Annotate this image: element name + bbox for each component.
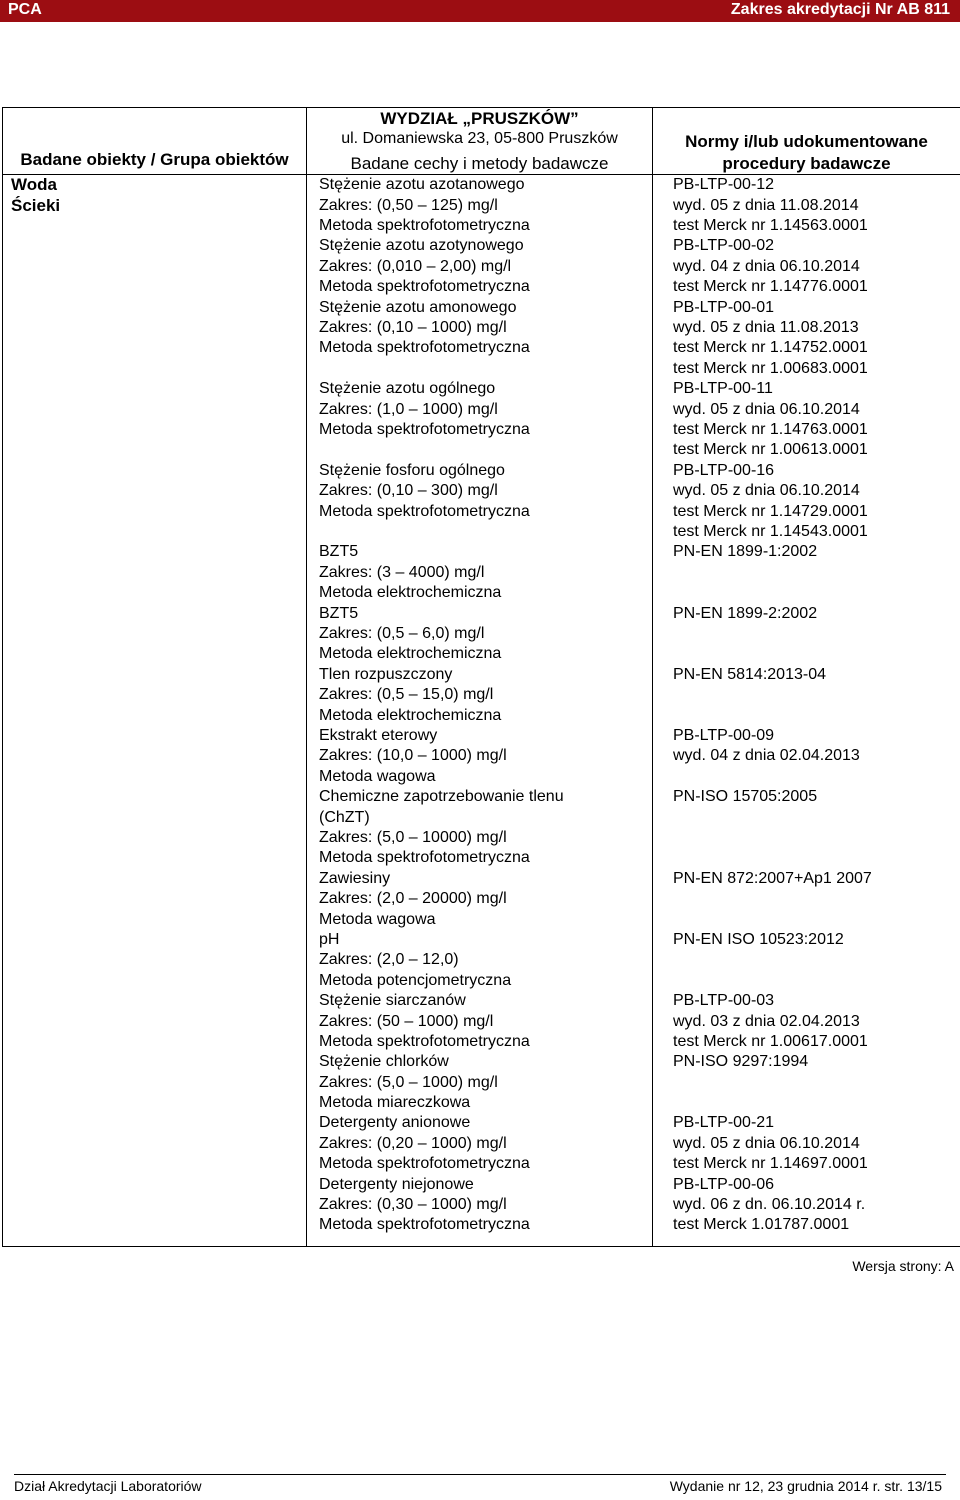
standard-line: wyd. 05 z dnia 06.10.2014: [673, 482, 860, 500]
feature-block: [319, 236, 652, 297]
standard-line: wyd. 04 z dnia 02.04.2013: [673, 747, 860, 765]
feature-line: Zakres: (0,10 – 300) mg/l: [319, 482, 498, 500]
feature-block: [319, 461, 652, 543]
feature-line: Zawiesiny: [319, 869, 391, 887]
standard-line: wyd. 05 z dnia 11.08.2013: [673, 319, 859, 336]
feature-line: Zakres: (0,30 – 1000) mg/l: [319, 1196, 507, 1214]
feature-block: [319, 604, 652, 665]
standard-line: PB-LTP-00-03: [673, 992, 775, 1010]
col2-header: Badane cechy i metody badawcze: [350, 153, 609, 173]
standard-block: [673, 787, 960, 869]
feature-line: Metoda elektrochemiczna: [319, 645, 502, 663]
feature-line: BZT5: [319, 543, 359, 561]
feature-line: Metoda miareczkowa: [319, 1094, 471, 1112]
feature-line: Tlen rozpuszczony: [319, 665, 453, 683]
feature-line: Zakres: (10,0 – 1000) mg/l: [319, 747, 507, 765]
standard-line: wyd. 05 z dnia 06.10.2014: [673, 1134, 860, 1152]
standard-line: PN-ISO 15705:2005: [673, 788, 818, 806]
department-name: WYDZIAŁ „PRUSZKÓW”: [380, 109, 579, 128]
col3-header-line1: Normy i/lub udokumentowane: [685, 132, 928, 152]
feature-block: [319, 726, 652, 787]
standard-line: test Merck nr 1.14763.0001: [673, 421, 868, 438]
feature-line: Metoda spektrofotometryczna: [319, 502, 530, 520]
feature-line: Detergenty niejonowe: [319, 1175, 474, 1193]
feature-block: [319, 175, 652, 236]
standard-block: [673, 869, 960, 930]
feature-line: Zakres: (5,0 – 10000) mg/l: [319, 828, 507, 846]
features-list: [319, 175, 652, 1236]
feature-block: [319, 542, 652, 603]
standard-line: test Merck nr 1.14697.0001: [673, 1155, 868, 1173]
feature-line: Zakres: (50 – 1000) mg/l: [319, 1012, 494, 1030]
standard-block: [673, 461, 960, 543]
feature-line: Metoda spektrofotometryczna: [319, 421, 530, 438]
header-left-label: PCA: [8, 1, 42, 18]
feature-line: Zakres: (0,20 – 1000) mg/l: [319, 1134, 507, 1152]
feature-line: Stężenie azotu amonowego: [319, 298, 517, 316]
standard-line: PB-LTP-00-21: [673, 1114, 775, 1132]
object-sewage: Ścieki: [11, 195, 61, 215]
feature-line: Ekstrakt eterowy: [319, 726, 438, 744]
standard-line: PB-LTP-00-01: [673, 298, 775, 316]
standard-line: PN-EN 1899-1:2002: [673, 543, 818, 561]
standard-block: [673, 175, 960, 236]
table-header-row: [3, 108, 960, 175]
standard-block: [673, 726, 960, 787]
standard-line: test Merck nr 1.00683.0001: [673, 359, 868, 377]
accreditation-table: [2, 107, 960, 1247]
standards-list: [673, 175, 960, 1236]
feature-block: [319, 787, 652, 869]
feature-line: Stężenie azotu azotanowego: [319, 176, 525, 194]
feature-block: [319, 1175, 652, 1236]
col1-header: Badane obiekty / Grupa obiektów: [20, 149, 289, 169]
feature-block: [319, 930, 652, 991]
objects-cell: [3, 175, 307, 1247]
standard-block: [673, 930, 960, 991]
standard-line: PB-LTP-00-09: [673, 726, 775, 744]
feature-line: Metoda spektrofotometryczna: [319, 217, 530, 235]
standards-cell: [653, 175, 960, 1247]
standard-line: PN-EN 1899-2:2002: [673, 604, 818, 622]
page-version: Wersja strony: A: [852, 1258, 954, 1274]
standard-block: [673, 298, 960, 380]
feature-line: Zakres: (0,10 – 1000) mg/l: [319, 319, 507, 336]
standard-block: [673, 991, 960, 1052]
feature-line: Stężenie fosforu ogólnego: [319, 461, 505, 479]
feature-line: Zakres: (3 – 4000) mg/l: [319, 563, 485, 581]
standard-line: wyd. 05 z dnia 11.08.2014: [673, 196, 859, 214]
footer-divider: [14, 1474, 946, 1475]
feature-line: Metoda spektrofotometryczna: [319, 1032, 530, 1050]
feature-line: Stężenie azotu azotynowego: [319, 237, 524, 255]
standard-block: [673, 665, 960, 726]
standard-line: test Merck nr 1.14752.0001: [673, 339, 868, 357]
header-right-label: Zakres akredytacji Nr AB 811: [730, 1, 950, 18]
feature-line: Metoda spektrofotometryczna: [319, 1155, 530, 1173]
standard-line: wyd. 06 z dn. 06.10.2014 r.: [673, 1196, 866, 1214]
standard-line: test Merck nr 1.00617.0001: [673, 1032, 868, 1050]
col3-header-cell: [653, 108, 960, 175]
feature-line: Metoda elektrochemiczna: [319, 706, 502, 724]
feature-line: Metoda potencjometryczna: [319, 971, 512, 989]
feature-line: Metoda wagowa: [319, 767, 436, 785]
standard-line: PB-LTP-00-12: [673, 176, 775, 194]
feature-line: Zakres: (5,0 – 1000) mg/l: [319, 1073, 498, 1091]
table-body-row: [3, 175, 960, 1247]
feature-line: Zakres: (0,5 – 6,0) mg/l: [319, 624, 485, 642]
standard-line: PN-ISO 9297:1994: [673, 1053, 809, 1071]
standard-line: test Merck nr 1.00613.0001: [673, 441, 868, 459]
feature-line: Zakres: (0,5 – 15,0) mg/l: [319, 686, 494, 704]
standard-line: PN-EN ISO 10523:2012: [673, 930, 844, 948]
standard-line: test Merck nr 1.14729.0001: [673, 502, 868, 520]
feature-line: Zakres: (2,0 – 20000) mg/l: [319, 890, 507, 908]
feature-line: Metoda spektrofotometryczna: [319, 278, 530, 296]
standard-line: wyd. 05 z dnia 06.10.2014: [673, 400, 860, 418]
standard-block: [673, 1052, 960, 1113]
feature-line: Metoda wagowa: [319, 910, 436, 928]
feature-line: Stężenie siarczanów: [319, 992, 466, 1010]
feature-line: Zakres: (1,0 – 1000) mg/l: [319, 400, 498, 418]
feature-line: Metoda spektrofotometryczna: [319, 339, 530, 357]
standard-line: PB-LTP-00-16: [673, 461, 775, 479]
feature-line: Stężenie chlorków: [319, 1053, 449, 1071]
feature-line: Zakres: (0,010 – 2,00) mg/l: [319, 257, 512, 275]
feature-line: Metoda spektrofotometryczna: [319, 1216, 530, 1234]
standard-line: wyd. 04 z dnia 06.10.2014: [673, 257, 860, 275]
object-water: Woda: [11, 175, 57, 195]
standard-line: PN-EN 5814:2013-04: [673, 665, 826, 683]
standard-line: test Merck nr 1.14776.0001: [673, 278, 868, 296]
feature-line: pH: [319, 930, 340, 948]
footer-right: Wydanie nr 12, 23 grudnia 2014 r. str. 13/15: [669, 1478, 942, 1494]
feature-block: [319, 1052, 652, 1113]
feature-line: Zakres: (2,0 – 12,0): [319, 951, 459, 969]
feature-block: [319, 379, 652, 461]
standard-line: test Merck 1.01787.0001: [673, 1216, 850, 1234]
standard-line: test Merck nr 1.14563.0001: [673, 217, 868, 235]
feature-line: BZT5: [319, 604, 359, 622]
feature-block: [319, 991, 652, 1052]
feature-line: Zakres: (0,50 – 125) mg/l: [319, 196, 498, 214]
feature-line: Stężenie azotu ogólnego: [319, 380, 496, 398]
feature-block: [319, 665, 652, 726]
standard-block: [673, 1175, 960, 1236]
standard-line: test Merck nr 1.14543.0001: [673, 523, 868, 540]
standard-line: PB-LTP-00-06: [673, 1175, 775, 1193]
feature-block: [319, 1113, 652, 1174]
feature-line: Chemiczne zapotrzebowanie tlenu: [319, 788, 564, 806]
col2-header-cell: [307, 108, 653, 175]
standard-block: [673, 542, 960, 603]
department-address: ul. Domaniewska 23, 05-800 Pruszków: [341, 130, 618, 148]
col1-header-cell: [3, 108, 307, 175]
feature-block: [319, 869, 652, 930]
features-cell: [307, 175, 653, 1247]
footer-left: Dział Akredytacji Laboratoriów: [14, 1478, 202, 1494]
top-header-bar: [0, 0, 960, 22]
standard-line: PB-LTP-00-11: [673, 380, 773, 398]
feature-block: [319, 298, 652, 380]
feature-line: Metoda spektrofotometryczna: [319, 849, 530, 867]
col3-header-line2: procedury badawcze: [722, 153, 891, 173]
standard-block: [673, 379, 960, 461]
feature-line: Metoda elektrochemiczna: [319, 584, 502, 602]
standard-block: [673, 604, 960, 665]
feature-line: Detergenty anionowe: [319, 1114, 471, 1132]
standard-line: wyd. 03 z dnia 02.04.2013: [673, 1012, 860, 1030]
standard-block: [673, 1113, 960, 1174]
standard-line: PN-EN 872:2007+Ap1 2007: [673, 869, 872, 887]
feature-line: (ChZT): [319, 808, 370, 826]
standard-line: PB-LTP-00-02: [673, 237, 775, 255]
standard-block: [673, 236, 960, 297]
